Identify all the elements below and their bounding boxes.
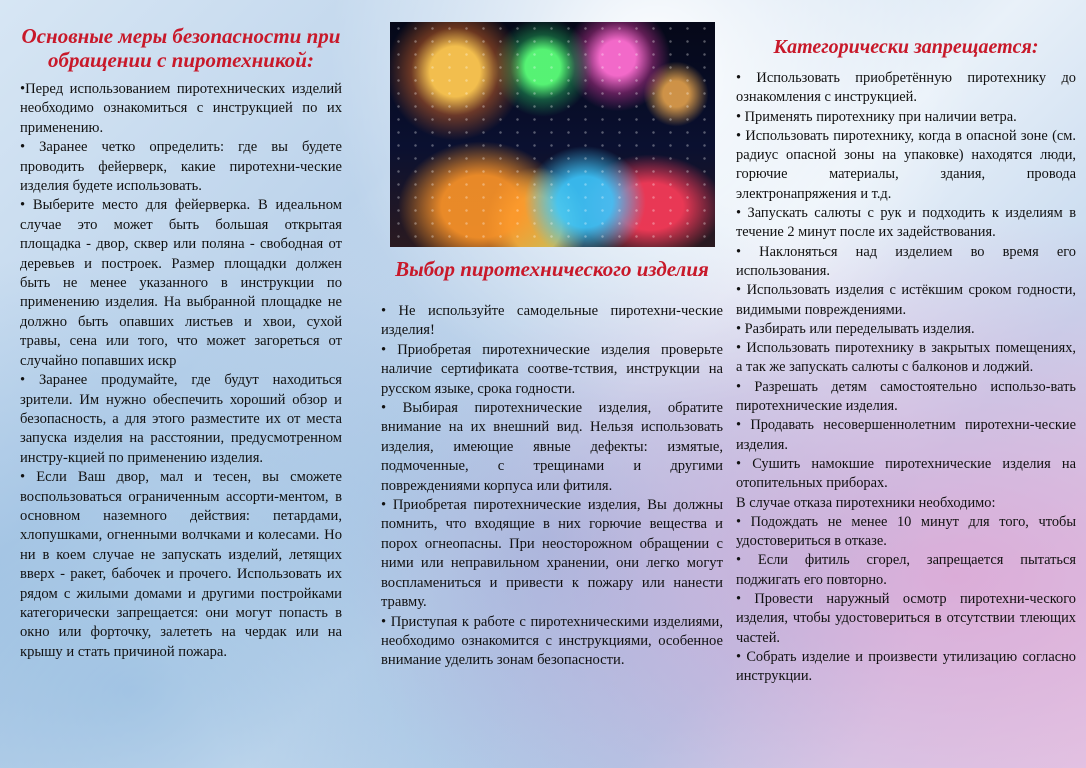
paragraph: • Если Ваш двор, мал и тесен, вы сможете воспользоваться ограниченным ассорти-ментом, в основном наземного действия: петардами, хлопушками, огненными волчками и колесами. Но ни в коем случае не запускать изделий, летящих вверх - ракет, бабочек и прочего. Использовать их рядом с жилыми домами и другими постройками категорически запрещается: они могут попасть в окно или форточку, залететь на чердак или на крышу и стать причиной пожара. [20, 469, 342, 660]
right-column [736, 0, 1076, 768]
middle-column [381, 0, 723, 768]
paragraph: • Использовать пиротехнику в закрытых помещениях, а так же запускать салюты с балконов и лоджий. [736, 340, 1076, 376]
safety-measures-text [20, 80, 342, 662]
paragraph: • Заранее продумайте, где будут находиться зрители. Им нужно обеспечить хороший обзор и безопасность, а для этого разместите их от места запуска изделия на расстоянии, предусмотренном инстру-кцией по применению изделия. [20, 372, 342, 466]
paragraph: • Использовать изделия с истёкшим сроком годности, видимыми повреждениями. [736, 282, 1076, 318]
paragraph: • Выберите место для фейерверка. В идеальном случае это может быть большая открытая площадка - двор, сквер или поляна - свободная от деревьев и построек. Размер площадки должен быть не менее указанного в инструкции по применению изделия. На выбранной площадке не должно быть опавших листьев и хвои, сухой травы, сена или того, что может загореться от случайно попавших искр [20, 197, 342, 369]
paragraph: • Запускать салюты с рук и подходить к изделиям в течение 2 минут после их задействования. [736, 205, 1076, 241]
paragraph: В случае отказа пиротехники необходимо: [736, 494, 996, 511]
paragraph: • Использовать пиротехнику, когда в опасной зоне (см. радиус опасной зоны на упаковке) находятся люди, горючие материалы, здания, провода электронапряжения и т.д. [736, 127, 1076, 202]
paragraph: • Не используйте самодельные пиротехни-ческие изделия! [381, 303, 723, 339]
paragraph: • Разбирать или переделывать изделия. [736, 320, 975, 337]
paragraph: • Если фитиль сгорел, запрещается пытаться поджигать его повторно. [736, 552, 1076, 588]
safety-measures-title: Основные меры безопасности при обращении с пиротехникой: [21, 24, 341, 72]
prohibited-text [736, 69, 1076, 687]
paragraph: • Применять пиротехнику при наличии ветра. [736, 108, 1017, 125]
paragraph: • Сушить намокшие пиротехнические изделия на отопительных приборах. [736, 455, 1076, 492]
paragraph: • Выбирая пиротехнические изделия, обратите внимание на их внешний вид. Нельзя использовать изделия, имеющие явные дефекты: измятые, подмоченные, с трещинами и другими повреждениями корпуса или фитиля. [381, 400, 723, 494]
product-choice-text [381, 302, 723, 671]
paragraph: • Заранее четко определить: где вы будете проводить фейерверк, какие пиротехни-ческие изделия будете использовать. [20, 139, 342, 195]
paragraph: • Использовать приобретённую пиротехнику до ознакомления с инструкцией. [736, 70, 1076, 106]
left-column [20, 0, 342, 768]
paragraph: •Перед использованием пиротехнических изделий необходимо ознакомиться с инструкцией по их применению. [20, 81, 342, 136]
paragraph: • Приступая к работе с пиротехническими изделиями, необходимо ознакомится с инструкциями, особенное внимание уделить зонам безопасности. [381, 613, 723, 669]
photo-sparkles [390, 22, 715, 247]
paragraph: • Наклоняться над изделием во время его использования. [736, 243, 1076, 279]
paragraph: • Собрать изделие и произвести утилизацию согласно инструкции. [736, 648, 1076, 685]
paragraph: • Приобретая пиротехнические изделия проверьте наличие сертификата соотве-тствия, инструкции на русском языке, срока годности. [381, 341, 723, 397]
paragraph: • Разрешать детям самостоятельно использо-вать пиротехнические изделия. [736, 378, 1076, 415]
paragraph: • Подождать не менее 10 минут для того, чтобы удостовериться в отказе. [736, 513, 1076, 550]
fireworks-photo [390, 22, 715, 247]
product-choice-title: Выбор пиротехнического изделия [395, 257, 709, 281]
paragraph: • Продавать несовершеннолетним пиротехни-ческие изделия. [736, 417, 1076, 453]
paragraph: • Приобретая пиротехнические изделия, Вы должны помнить, что входящие в них горючие вещества и порох огнеопасны. При неосторожном обращении с ними или неправильном хранении, они легко могут воспламениться и привести к пожару или нанести травму. [381, 497, 723, 611]
prohibited-title: Категорически запрещается: [773, 36, 1039, 58]
paragraph: • Провести наружный осмотр пиротехни-ческого изделия, чтобы удостовериться в отсутствии тлеющих частей. [736, 591, 1076, 646]
